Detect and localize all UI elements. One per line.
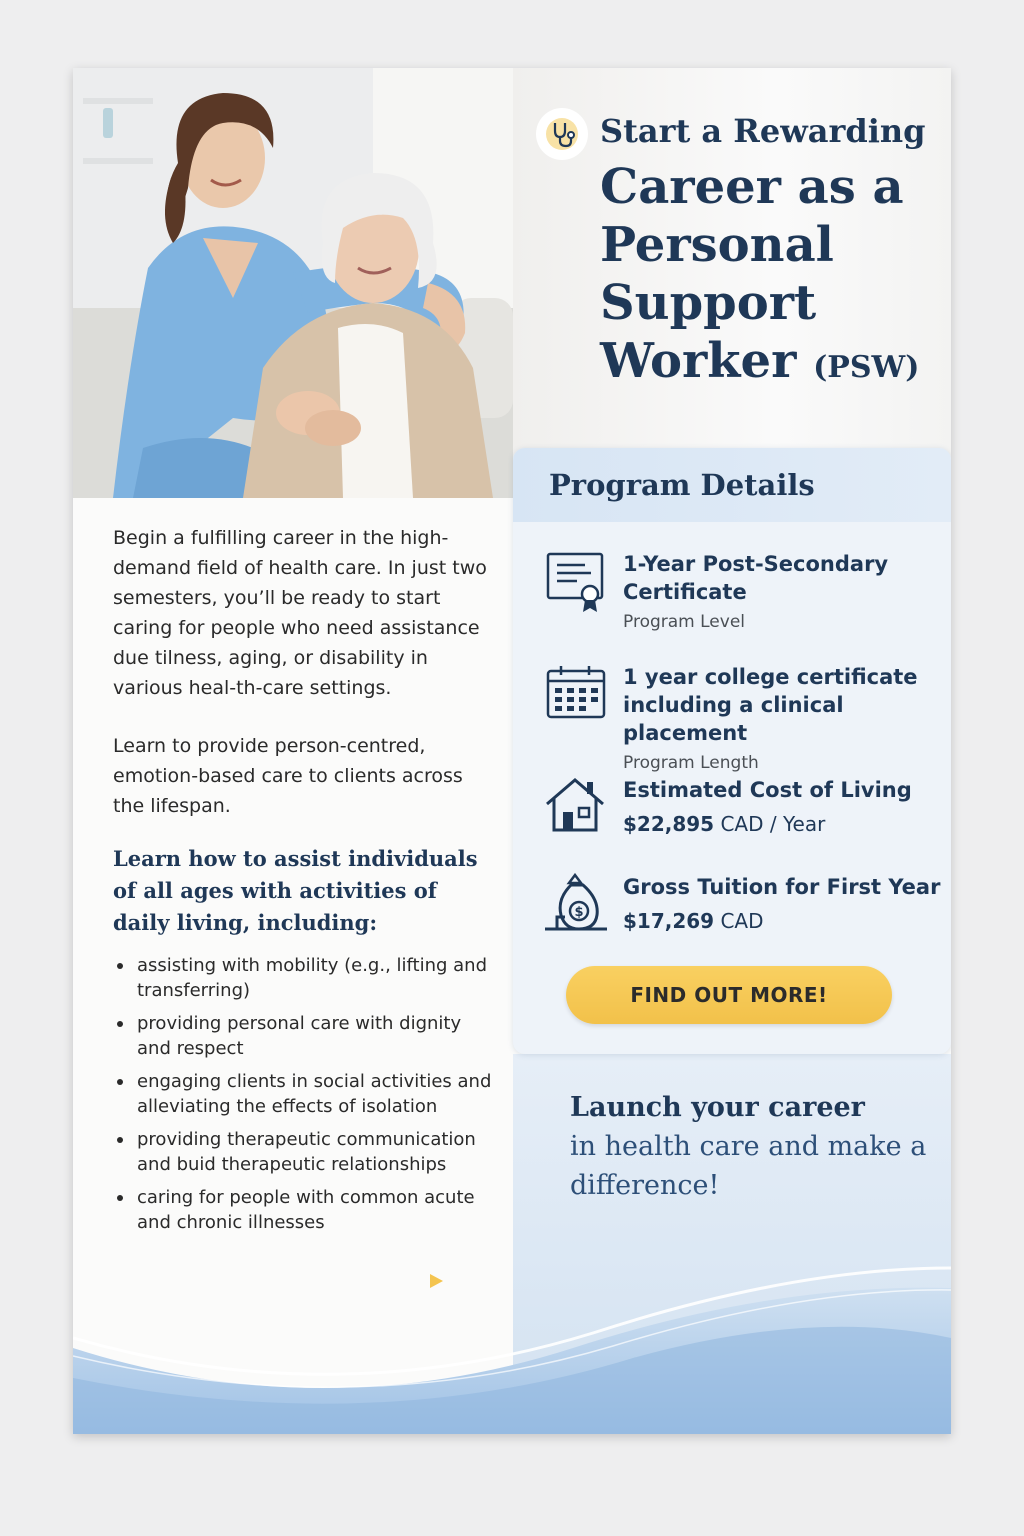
find-out-more-button[interactable]: FIND OUT MORE! bbox=[566, 966, 892, 1024]
tuition-price bbox=[623, 909, 943, 933]
list-item: caring for people with common acute and chronic illnesses bbox=[113, 1185, 493, 1235]
poster bbox=[73, 68, 951, 1434]
money-bag-icon bbox=[543, 873, 609, 933]
cost-of-living-price bbox=[623, 812, 943, 836]
house-icon bbox=[543, 776, 607, 834]
tagline-line-1: Launch your career bbox=[570, 1092, 865, 1123]
headline-kicker: Start a Rewarding bbox=[600, 112, 926, 150]
program-level-value: 1-Year Post-Secondary Certificate bbox=[623, 552, 889, 604]
headline-title bbox=[600, 158, 950, 397]
program-description bbox=[113, 523, 493, 1243]
list-item: providing personal care with dignity and respect bbox=[113, 1011, 493, 1061]
cost-of-living-label: Estimated Cost of Living bbox=[623, 778, 912, 802]
tagline bbox=[570, 1088, 930, 1205]
skills-list bbox=[113, 953, 493, 1235]
tuition-unit: CAD bbox=[720, 909, 764, 933]
calendar-icon bbox=[543, 663, 607, 721]
headline-abbreviation: (PSW) bbox=[813, 350, 920, 385]
care-paragraph: Learn to provide person-centred, emotion-based care to clients across the lifespan. bbox=[113, 735, 463, 817]
svg-text:$: $ bbox=[574, 905, 584, 920]
wave-decoration bbox=[73, 1228, 951, 1434]
list-item: engaging clients in social activities and alleviating the effects of isolation bbox=[113, 1069, 493, 1119]
program-length-label: Program Length bbox=[623, 753, 759, 773]
tuition-amount: $17,269 bbox=[623, 909, 715, 933]
cost-of-living-unit: CAD / Year bbox=[720, 812, 826, 836]
program-details-title: Program Details bbox=[513, 448, 951, 522]
caregiver-photo bbox=[73, 68, 513, 498]
stethoscope-icon bbox=[536, 108, 588, 160]
list-item: providing therapeutic communication and buid therapeutic relationships bbox=[113, 1127, 493, 1177]
headline-main: Career as a Personal Support Worker bbox=[600, 159, 904, 389]
tagline-line-2: in health care and make a difference! bbox=[570, 1131, 927, 1201]
certificate-icon bbox=[543, 550, 607, 616]
cost-of-living-amount: $22,895 bbox=[623, 812, 715, 836]
tuition-label: Gross Tuition for First Year bbox=[623, 875, 941, 899]
skills-heading: Learn how to assist individuals of all ages with activities of daily living, including: bbox=[113, 846, 478, 935]
program-details-panel bbox=[513, 448, 951, 1054]
program-length-value: 1 year college certificate including a clinical placement bbox=[623, 665, 918, 745]
program-level-label: Program Level bbox=[623, 612, 746, 632]
intro-paragraph: Begin a fulfilling career in the high-demand field of health care. In just two semesters, you’ll be ready to start caring for people who need assistance due tilness, aging, or disability in various heal-th-care settings. bbox=[113, 527, 487, 699]
list-item: assisting with mobility (e.g., lifting and transferring) bbox=[113, 953, 493, 1003]
